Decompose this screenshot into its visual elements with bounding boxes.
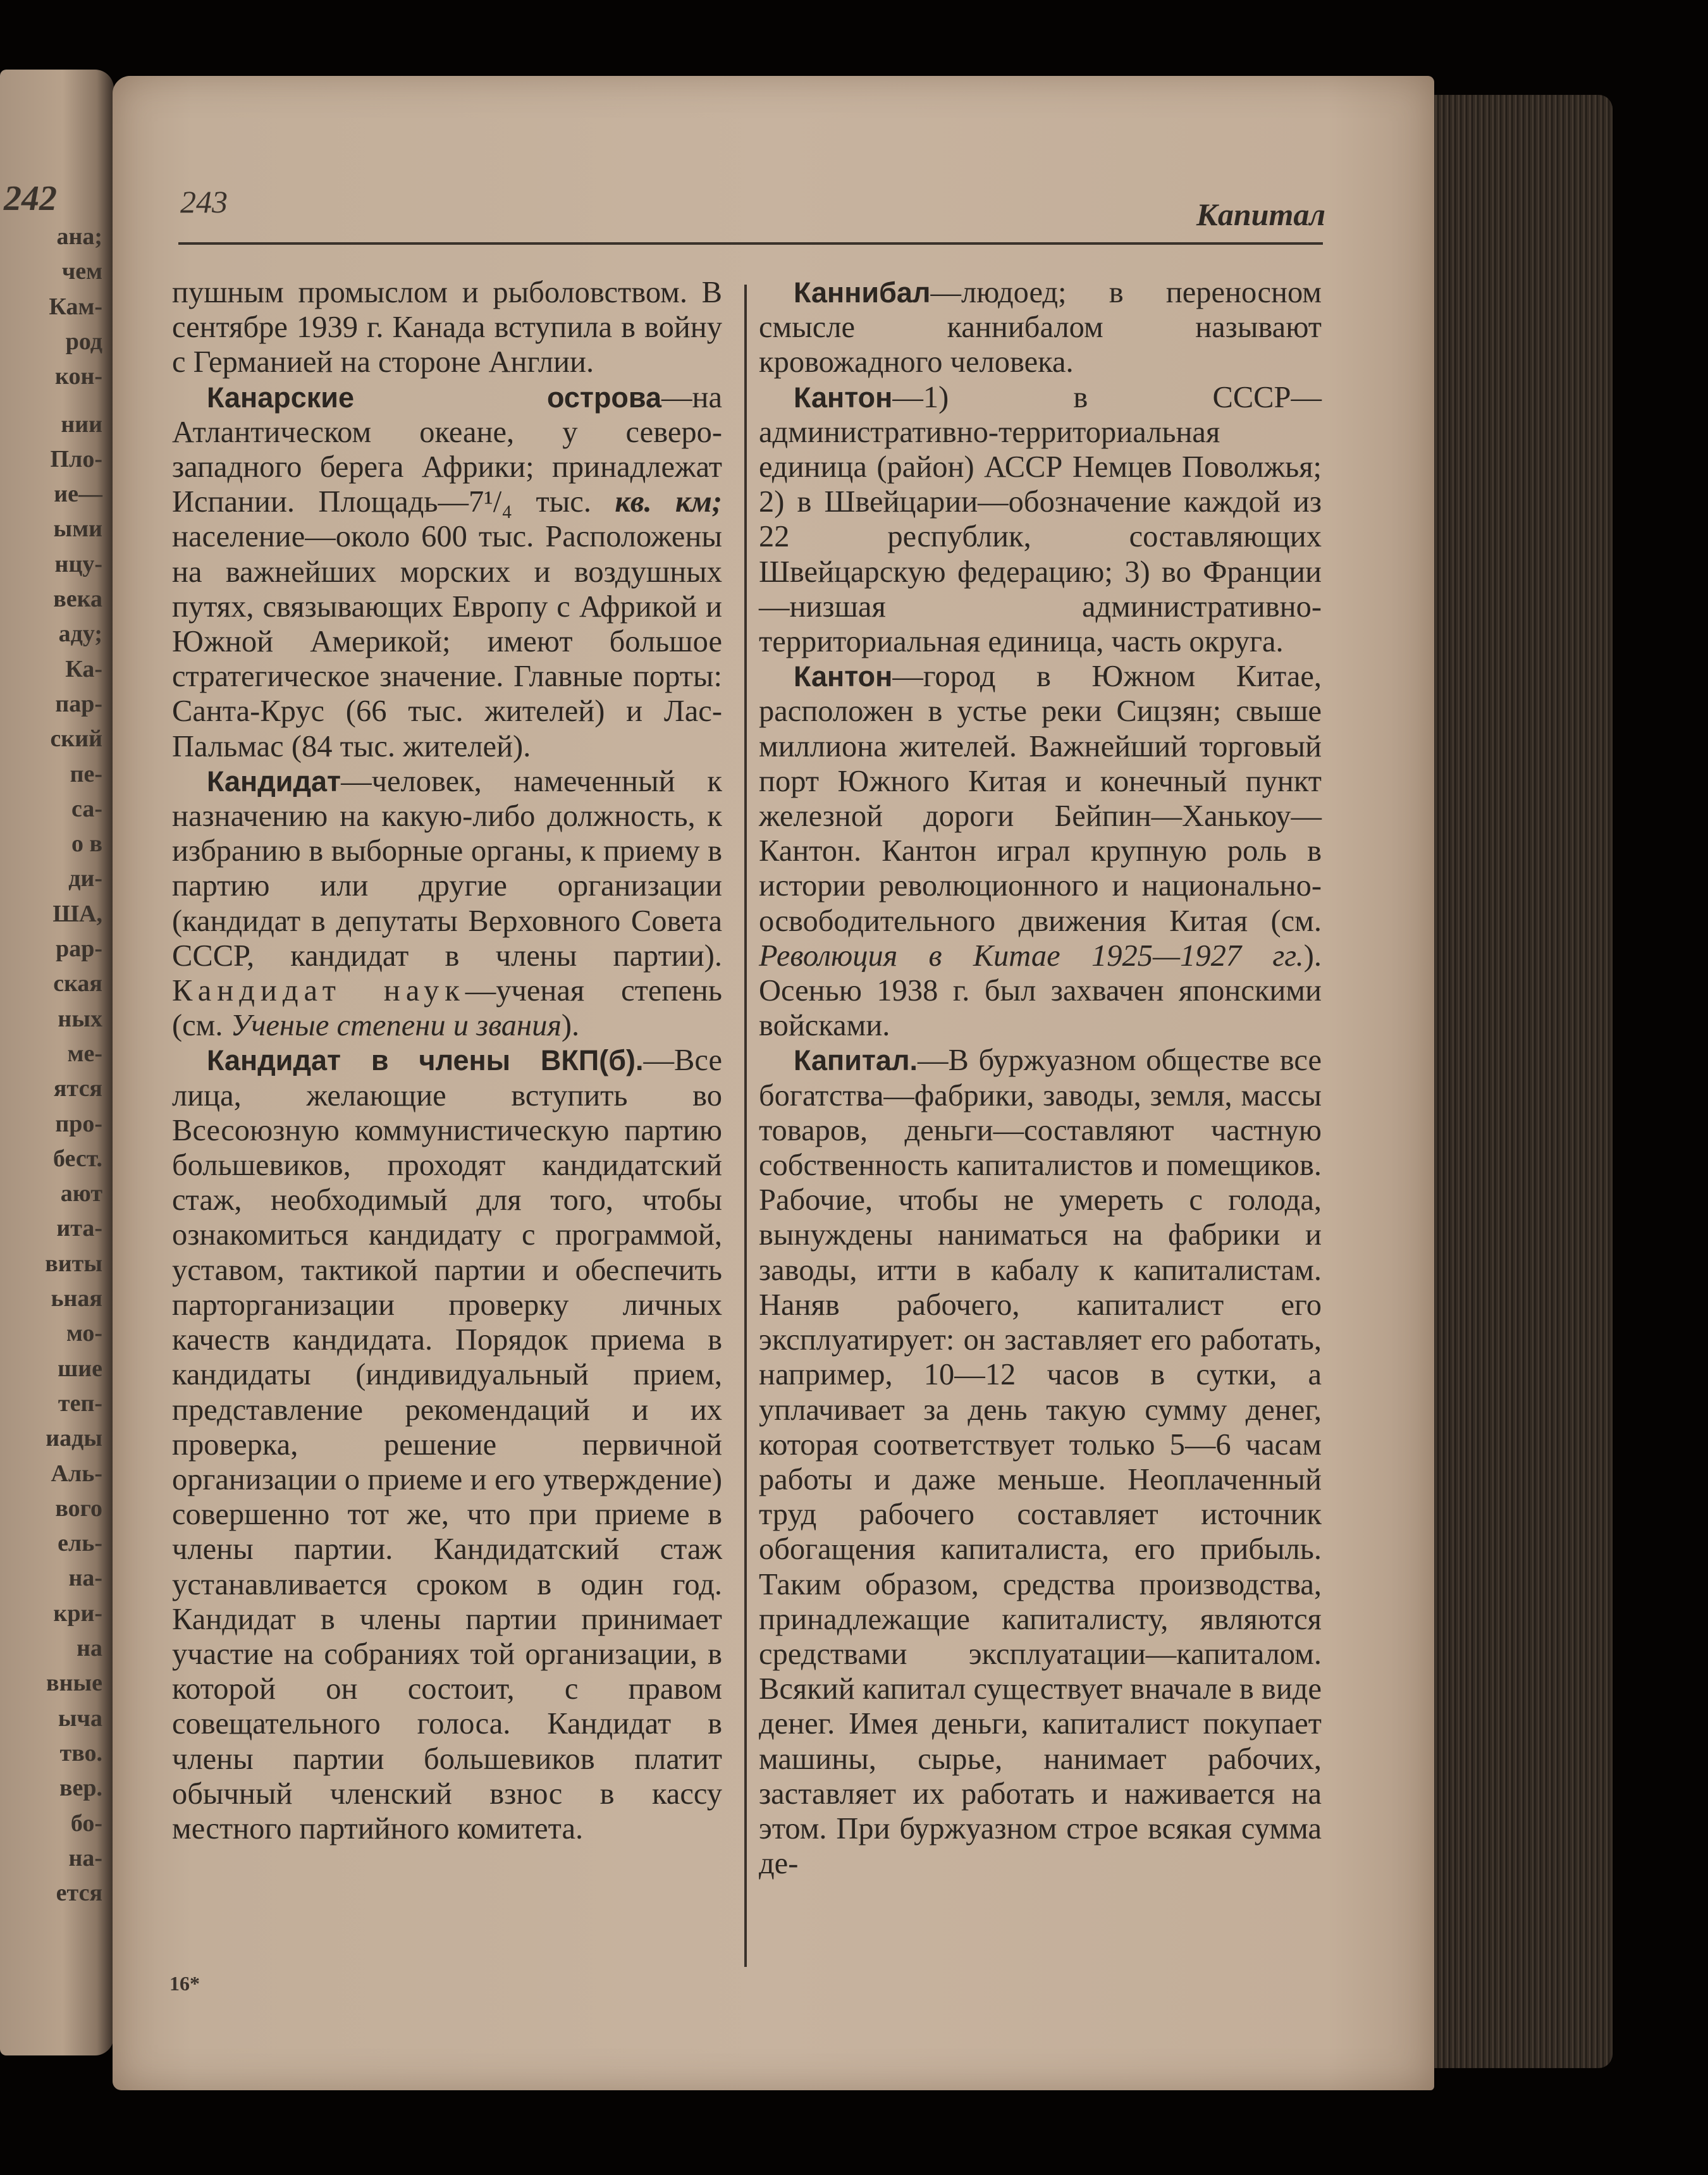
previous-page-fragment: ель- — [58, 1530, 102, 1557]
previous-page-fragment: ыча — [58, 1704, 102, 1732]
previous-page-fragment: на — [77, 1635, 102, 1661]
entry-cannibal: Каннибал—людоед; в переносном смысле каннибалом называют кровожадного человека. — [759, 276, 1322, 379]
entry-candidate-vkpb: Кандидат в члены ВКП(б).—Все лица, желающие вступить во Всесоюзную коммунистическую партию большевиков, проходят кандидатский стаж, необходимый для того, чтобы ознакомиться кандидату с программой, уставом, тактикой партии и обеспечить парторганизации проверку личных качеств кандидата. Порядок приема в кандидаты (индивидуальный прием, представление рекомендаций и их проверка, решение первичной организации о приеме и его утверждение) совершенно тот же, что при приеме в члены партии. Кандидатский стаж устанавливается сроком в один год. Кандидат в члены партии принимает участие на собраниях той организации, в которой он состоит, с правом совещательного голоса. Кандидат в члены партии большевиков платит обычный членский взнос в кассу местного партийного комитета. — [172, 1044, 722, 1845]
cross-reference: Революция в Китае 1925—1927 гг. — [759, 939, 1304, 973]
previous-page-fragment: виты — [45, 1250, 102, 1277]
previous-page-fragment: тво. — [59, 1739, 102, 1766]
previous-page-fragment: ская — [53, 970, 102, 997]
previous-page-fragment: Ка- — [65, 655, 102, 682]
left-column — [172, 275, 722, 1846]
previous-page-fragment: шие — [58, 1355, 102, 1382]
previous-page-fragment: пар- — [55, 690, 102, 717]
previous-page-fragment: кон- — [55, 363, 102, 390]
previous-page-fragment: ме- — [67, 1040, 102, 1067]
entry-term: Капитал. — [794, 1044, 918, 1077]
previous-page-fragment: ают — [60, 1180, 102, 1207]
previous-page-fragment: Аль- — [51, 1460, 102, 1487]
column-divider — [744, 285, 747, 1967]
previous-page-fragment: теп- — [58, 1389, 102, 1417]
previous-page-fragment: вого — [55, 1494, 102, 1522]
previous-page-fragment: ется — [56, 1880, 102, 1907]
entry-term: Каннибал — [794, 276, 931, 309]
previous-page-fragment: ША, — [52, 900, 102, 927]
previous-page-fragment: вер. — [59, 1775, 102, 1802]
previous-page-edge — [0, 70, 114, 2055]
previous-page-fragment: пе- — [70, 760, 102, 787]
previous-page-fragment: о в — [71, 830, 102, 858]
entry-term: Кандидат в члены ВКП(б). — [207, 1044, 644, 1077]
previous-page-fragment: рар- — [56, 935, 102, 962]
previous-page-fragment: аду; — [58, 620, 102, 648]
entry-capital: Капитал.—В буржуазном обществе все богатства—фабрики, заводы, земля, массы товаров, деньги—составляют частную собственность капиталистов и помещиков. Рабочие, чтобы не умереть с голода, вынуждены наниматься на фабрики и заводы, итти в кабалу к капиталистам. Наняв рабочего, капиталист его эксплуатирует: он заставляет его работать, например, 10—12 часов в сутки, а уплачивает за день такую сумму денег, которая соответствует только 5—6 часам работы и даже меньше. Неоплаченный труд рабочего составляет источник обогащения капиталиста, его прибыль. Таким образом, средства производства, принадлежащие капиталисту, являются средствами эксплуатации—капиталом. Всякий капитал существует вначале в виде денег. Имея деньги, капиталист покупает машины, сырье, нанимает рабочих, заставляет их работать и наживается на этом. При буржуазном строе всякая сумма де- — [759, 1044, 1322, 1881]
previous-page-fragment: про- — [55, 1110, 102, 1137]
previous-page-fragment: века — [53, 586, 102, 612]
entry-canton-city: Кантон—город в Южном Китае, расположен в устье реки Сицзян; свыше миллиона жителей. Важнейший торговый порт Южного Китая и конечный пункт железной дороги Бейпин—Ханькоу—Кантон. Кантон играл крупную роль в истории революционного и национально-освободительного движения Китая (см. Революция в Китае 1925—1927 гг.). Осенью 1938 г. был захвачен японскими войсками. — [759, 660, 1322, 1043]
entry-term: Канарские острова — [207, 381, 662, 414]
previous-page-fragment: ыми — [53, 515, 102, 543]
previous-page-fragment: чем — [61, 258, 102, 285]
previous-page-fragment: мо- — [66, 1320, 102, 1347]
signature-mark: 16* — [169, 1972, 200, 1995]
previous-page-fragment: ие— — [54, 481, 102, 508]
previous-page-fragment: на- — [68, 1565, 102, 1592]
entry-term: Кантон — [794, 660, 893, 693]
page-edges-stack — [1423, 95, 1613, 2068]
header-rule — [178, 242, 1323, 245]
previous-page-fragment: ский — [50, 725, 102, 753]
previous-page-fragment: кри- — [53, 1599, 102, 1627]
entry-term: Кантон — [794, 381, 893, 414]
entry-canary-islands: Канарские острова—на Атлантическом океане, у северо-западного берега Африки; принадлежат Испании. Площадь—7¹/₄ тыс. кв. км; население—около 600 тыс. Расположены на важнейших морских и воздушных путях, связывающих Европу с Африкой и Южной Америкой; имеют большое стратегическое значение. Главные порты: Санта-Крус (66 тыс. жителей) и Лас-Пальмас (84 тыс. жителей). — [172, 380, 722, 763]
entry-term: Кандидат — [207, 765, 341, 798]
previous-page-fragment: ятся — [53, 1075, 102, 1102]
previous-page-fragment: ьная — [51, 1285, 102, 1312]
previous-page-number: 242 — [4, 179, 57, 218]
previous-page-fragment: на- — [68, 1844, 102, 1871]
previous-page-fragment: бест. — [52, 1145, 102, 1172]
previous-page-fragment: нии — [61, 410, 102, 438]
previous-page-fragment: род — [65, 328, 102, 355]
cross-reference: Ученые степени и звания — [230, 1009, 562, 1043]
previous-page-fragment: Кам- — [49, 293, 102, 320]
running-head: Капитал — [1196, 197, 1325, 232]
right-column — [759, 275, 1322, 1881]
previous-page-fragment: нцу- — [54, 550, 102, 577]
previous-page-fragment: вные — [46, 1670, 102, 1697]
previous-page-fragment: бо- — [70, 1809, 102, 1837]
previous-page-fragment: ита- — [56, 1215, 102, 1242]
previous-page-fragment: ана; — [56, 223, 102, 250]
previous-page-fragment: иады — [46, 1425, 102, 1452]
spaced-term: Кандидат наук — [172, 974, 465, 1008]
previous-page-fragment: ных — [58, 1005, 102, 1032]
entry-continuation: пушным промыслом и рыболовством. В сентябре 1939 г. Канада вступила в войну с Германией на стороне Англии. — [172, 276, 722, 379]
previous-page-fragment: Пло- — [50, 445, 102, 472]
entry-candidate: Кандидат—человек, намеченный к назначению на какую-либо должность, к избранию в выборные органы, к приему в партию или другие организации (кандидат в депутаты Верховного Совета СССР, кандидат в члены партии). Кандидат наук—ученая степень (см. Ученые степени и звания). — [172, 764, 722, 1043]
entry-canton-unit: Кантон—1) в СССР—административно-территориальная единица (район) АССР Немцев Поволжья; 2) в Швейцарии—обозначение каждой из 22 республик, составляющих Швейцарскую федерацию; 3) во Франции—низшая административно-территориальная единица, часть округа. — [759, 380, 1322, 659]
previous-page-fragment: са- — [71, 795, 102, 822]
previous-page-fragment: ди- — [68, 865, 102, 892]
page-number: 243 — [180, 184, 228, 219]
